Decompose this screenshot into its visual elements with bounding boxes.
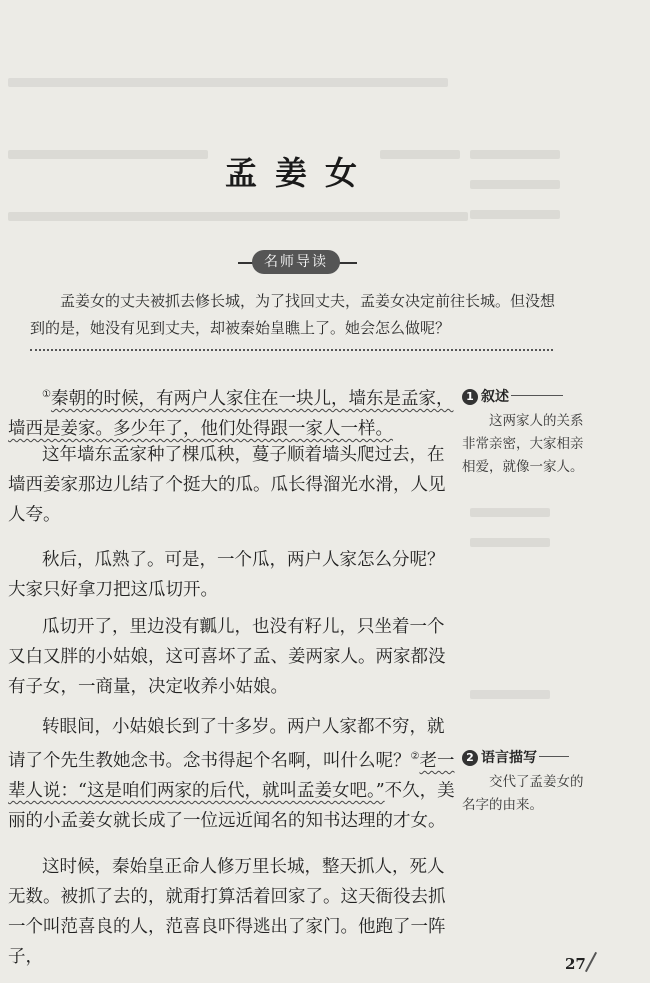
paragraph-5 [8, 712, 458, 836]
note-body-1: 这两家人的关系非常亲密，大家相亲相爱，就像一家人。 [462, 413, 584, 475]
guide-badge [240, 250, 355, 276]
note-rule-2 [539, 756, 569, 757]
paragraph-3: 秋后，瓜熟了。可是，一个瓜，两户人家怎么分呢？大家只好拿刀把这瓜切开。 [8, 550, 445, 600]
guide-intro: 孟姜女的丈夫被抓去修长城，为了找回丈夫，孟姜女决定前往长城。但没想到的是，她没有见到丈夫，却被秦始皇瞧上了。她会怎么做呢？ [30, 292, 556, 337]
page-number: 27 [565, 955, 586, 973]
note-body-2: 交代了孟姜女的名字的由来。 [462, 774, 584, 813]
note-title-1: 叙述 [481, 389, 509, 405]
paragraph-5-rest: 不久，美丽的小孟姜女就长成了一位远近闻名的知书达理的才女。 [8, 780, 455, 831]
section-divider [30, 349, 553, 351]
paragraph-5-lead: 转眼间，小姑娘长到了十多岁。两户人家都不穷，就请了个先生教她念书。念书得起个名啊，叫什么呢？ [8, 717, 445, 771]
paragraph-4: 瓜切开了，里边没有瓤儿，也没有籽儿，只坐着一个又白又胖的小姑娘，这可喜坏了孟、姜两家人。两家都没有子女，一商量，决定收养小姑娘。 [8, 617, 446, 697]
annotation-marker-1: ① [42, 389, 51, 400]
paragraph-1 [8, 380, 458, 444]
side-note-2 [462, 747, 592, 817]
note-heading-1 [462, 386, 592, 406]
note-heading-2 [462, 747, 592, 767]
note-number-1: 1 [462, 389, 478, 405]
annotation-marker-2: ② [410, 751, 420, 762]
highlighted-text-1: 秦朝的时候，有两户人家住在一块儿，墙东是孟家，墙西是姜家。多少年了，他们处得跟一家人一样。 [8, 388, 454, 439]
note-number-2: 2 [462, 750, 478, 766]
side-note-1 [462, 386, 592, 479]
highlighted-text-2: 老一辈人说：“这是咱们两家的后代，就叫孟姜女吧。” [8, 750, 455, 801]
guide-label: 名师导读 [252, 250, 340, 274]
paragraph-2: 这年墙东孟家种了棵瓜秧，蔓子顺着墙头爬过去，在墙西姜家那边儿结了个挺大的瓜。瓜长得溜光水滑，人见人夸。 [8, 445, 446, 525]
note-rule-1 [511, 395, 563, 396]
story-title: 孟姜女 [224, 154, 375, 192]
paragraph-6: 这时候，秦始皇正命人修万里长城，整天抓人，死人无数。被抓了去的，就甭打算活着回家了。这天衙役去抓一个叫范喜良的人，范喜良吓得逃出了家门。他跑了一阵子， [8, 857, 446, 967]
note-title-2: 语言描写 [481, 750, 537, 766]
